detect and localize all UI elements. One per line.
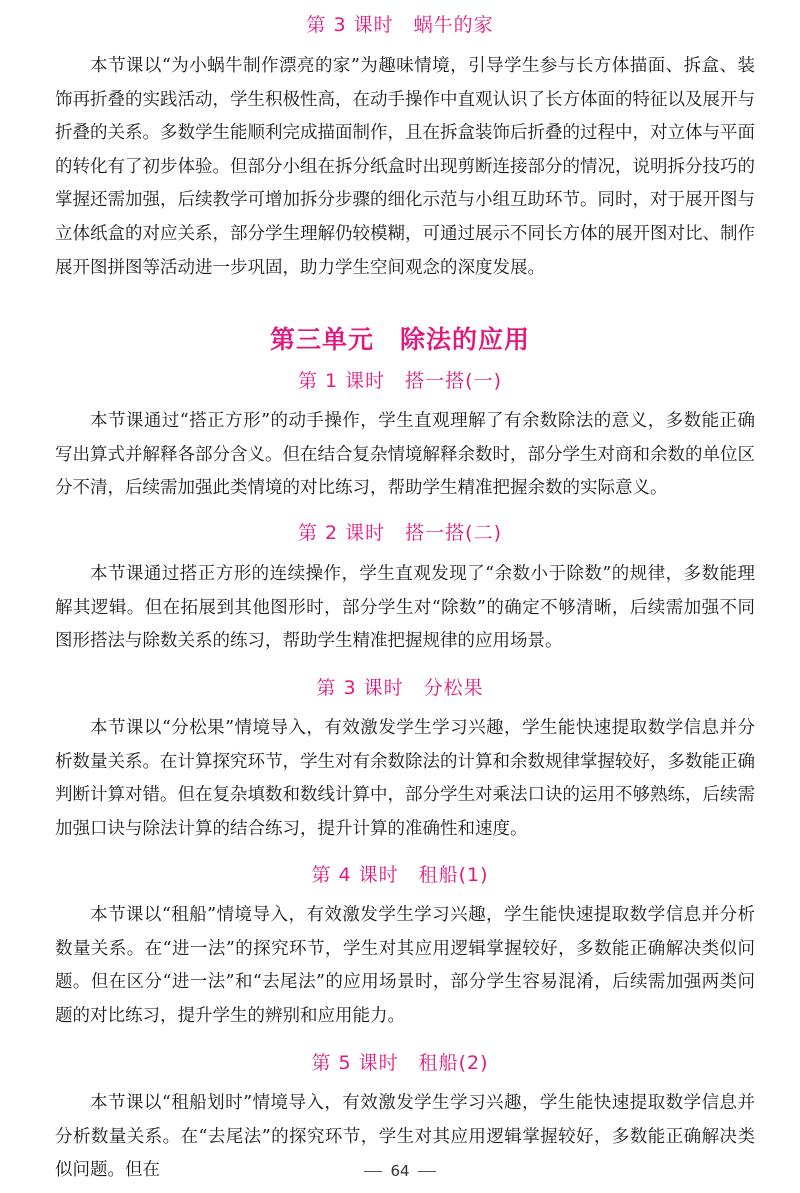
lesson-title-boat-1: 第 4 课时 租船(1) [311,864,489,886]
lesson-title-pinecones: 第 3 课时 分松果 [316,677,484,699]
lesson-title-snail-home: 第 3 课时 蜗牛的家 [306,14,494,36]
paragraph-boat-1: 本节课以“租船”情境导入，有效激发学生学习兴趣，学生能快速提取数学信息并分析数量关系。在“进一法”的探究环节，学生对其应用逻辑掌握较好，多数能正确解决类似问题。但在区分“进一法”和“去尾法”的应用场景时，部分学生容易混淆，后续需加强两类问题的对比练习，提升学生的辨别和应用能力。 [55,905,755,1026]
unit-title-division: 第三单元 除法的应用 [269,325,530,354]
paragraph-build-2: 本节课通过搭正方形的连续操作，学生直观发现了“余数小于除数”的规律，多数能理解其逻辑。但在拓展到其他图形时，部分学生对“除数”的确定不够清晰，后续需加强不同图形搭法与除数关系的练习，帮助学生精准把握规律的应用场景。 [55,564,755,652]
paragraph-boat-2: 本节课以“租船划时”情境导入，有效激发学生学习兴趣，学生能快速提取数学信息并分析数量关系。在“去尾法”的探究环节，学生对其应用逻辑掌握较好，多数能正确解决类似问题。但在 [55,1093,755,1181]
page-number [0,1162,800,1180]
paragraph-pinecones: 本节课以“分松果”情境导入，有效激发学生学习兴趣，学生能快速提取数学信息并分析数量关系。在计算探究环节，学生对有余数除法的计算和余数规律掌握较好，多数能正确判断计算对错。但在复杂填数和数线计算中，部分学生对乘法口诀的运用不够熟练，后续需加强口诀与除法计算的结合练习，提升计算的准确性和速度。 [55,718,755,839]
paragraph-build-1: 本节课通过“搭正方形”的动手操作，学生直观理解了有余数除法的意义，多数能正确写出算式并解释各部分含义。但在结合复杂情境解释余数时，部分学生对商和余数的单位区分不清，后续需加强此类情境的对比练习，帮助学生精准把握余数的实际意义。 [55,411,755,499]
page-number-value: 64 [390,1162,410,1180]
page-number-left-dash [364,1171,382,1172]
page-number-right-dash [418,1171,436,1172]
lesson-title-build-2: 第 2 课时 搭一搭(二) [298,522,502,544]
lesson-title-boat-2: 第 5 课时 租船(2) [311,1052,489,1074]
lesson-title-build-1: 第 1 课时 搭一搭(一) [298,370,502,392]
paragraph-snail-home: 本节课以“为小蜗牛制作漂亮的家”为趣味情境，引导学生参与长方体描面、拆盒、装饰再折叠的实践活动，学生积极性高，在动手操作中直观认识了长方体面的特征以及展开与折叠的关系。多数学生能顺利完成描面制作，且在拆盒装饰后折叠的过程中，对立体与平面的转化有了初步体验。但部分小组在拆分纸盒时出现剪断连接部分的情况，说明拆分技巧的掌握还需加强，后续教学可增加拆分步骤的细化示范与小组互助环节。同时，对于展开图与立体纸盒的对应关系，部分学生理解仍较模糊，可通过展示不同长方体的展开图对比、制作展开图拼图等活动进一步巩固，助力学生空间观念的深度发展。 [55,56,755,278]
